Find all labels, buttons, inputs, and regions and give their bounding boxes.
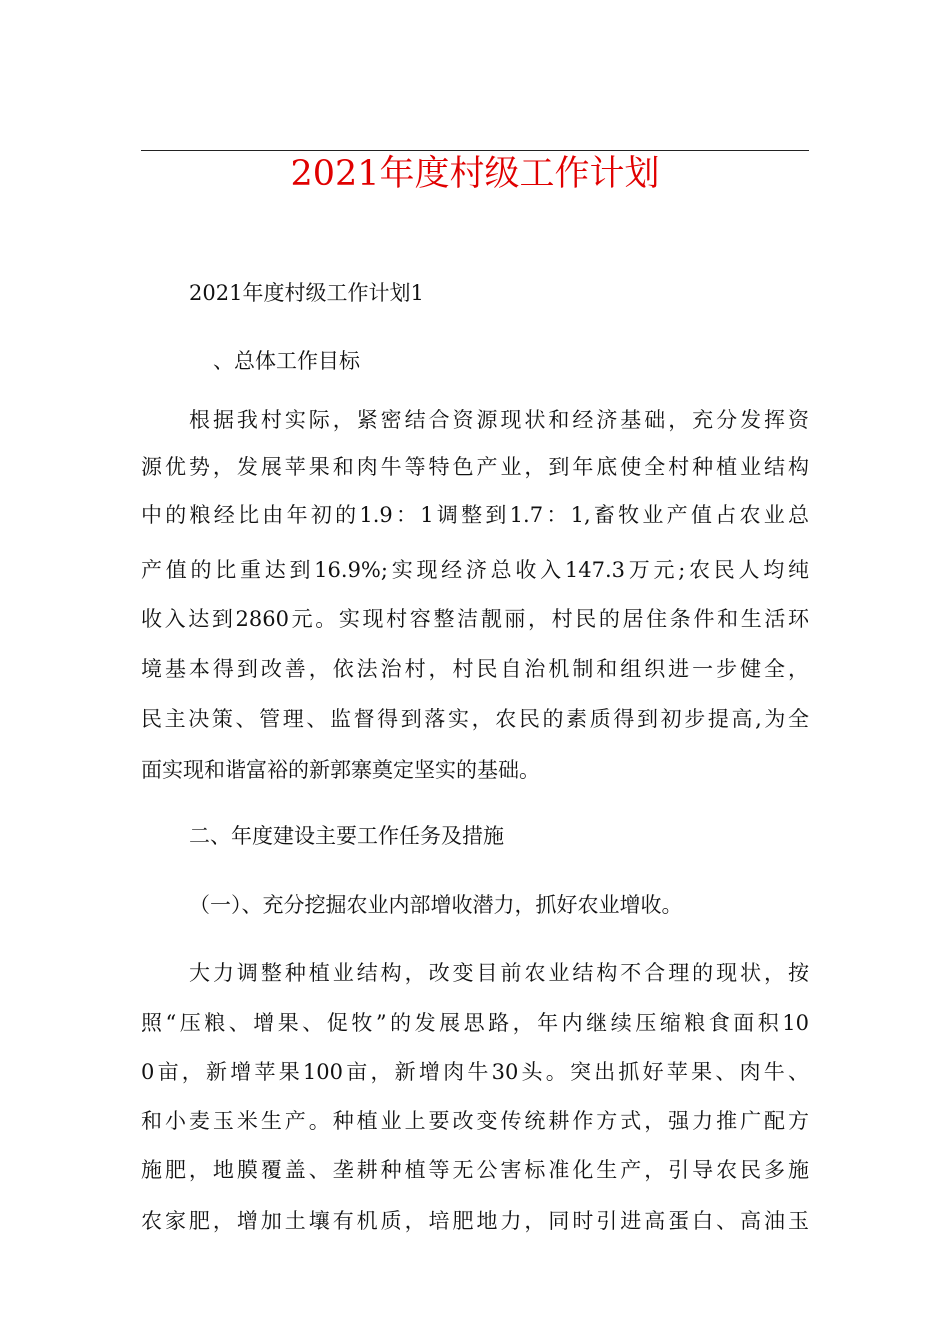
paragraph-two-line: 和小麦玉米生产。种植业上要改变传统耕作方式，强力推广配方 bbox=[141, 1109, 809, 1133]
paragraph-one-line: 中的粮经比由年初的1.9：1调整到1.7：1,畜牧业产值占农业总 bbox=[141, 503, 809, 527]
subsection-one-heading: （一）、充分挖掘农业内部增收潜力，抓好农业增收。 bbox=[189, 893, 683, 917]
paragraph-two-line: 大力调整种植业结构，改变目前农业结构不合理的现状，按 bbox=[189, 961, 809, 985]
paragraph-one-line: 根据我村实际，紧密结合资源现状和经济基础，充分发挥资 bbox=[189, 408, 809, 432]
paragraph-two-line: 照“压粮、增果、促牧”的发展思路，年内继续压缩粮食面积10 bbox=[141, 1011, 809, 1035]
paragraph-one-line: 面实现和谐富裕的新郭寨奠定坚实的基础。 bbox=[141, 758, 540, 782]
paragraph-two-line: 施肥，地膜覆盖、垄耕种植等无公害标准化生产，引导农民多施 bbox=[141, 1158, 809, 1182]
paragraph-one-line: 境基本得到改善，依法治村，村民自治机制和组织进一步健全， bbox=[141, 657, 809, 681]
paragraph-two-line: 0亩，新增苹果100亩，新增肉牛30头。突出抓好苹果、肉牛、 bbox=[141, 1060, 809, 1084]
paragraph-one-line: 民主决策、管理、监督得到落实，农民的素质得到初步提高,为全 bbox=[141, 707, 809, 731]
section-one-heading: 、总体工作目标 bbox=[213, 349, 360, 373]
paragraph-one-line: 源优势，发展苹果和肉牛等特色产业，到年底使全村种植业结构 bbox=[141, 455, 809, 479]
section-two-heading: 二、年度建设主要工作任务及措施 bbox=[189, 824, 504, 848]
document-title: 2021年度村级工作计划 bbox=[290, 154, 660, 194]
paragraph-one-line: 收入达到2860元。实现村容整洁靓丽，村民的居住条件和生活环 bbox=[141, 607, 809, 631]
paragraph-two-line: 农家肥，增加土壤有机质，培肥地力，同时引进高蛋白、高油玉 bbox=[141, 1209, 809, 1233]
paragraph-one-line: 产值的比重达到16.9%;实现经济总收入147.3万元;农民人均纯 bbox=[141, 558, 809, 582]
document-subtitle: 2021年度村级工作计划1 bbox=[189, 281, 424, 305]
